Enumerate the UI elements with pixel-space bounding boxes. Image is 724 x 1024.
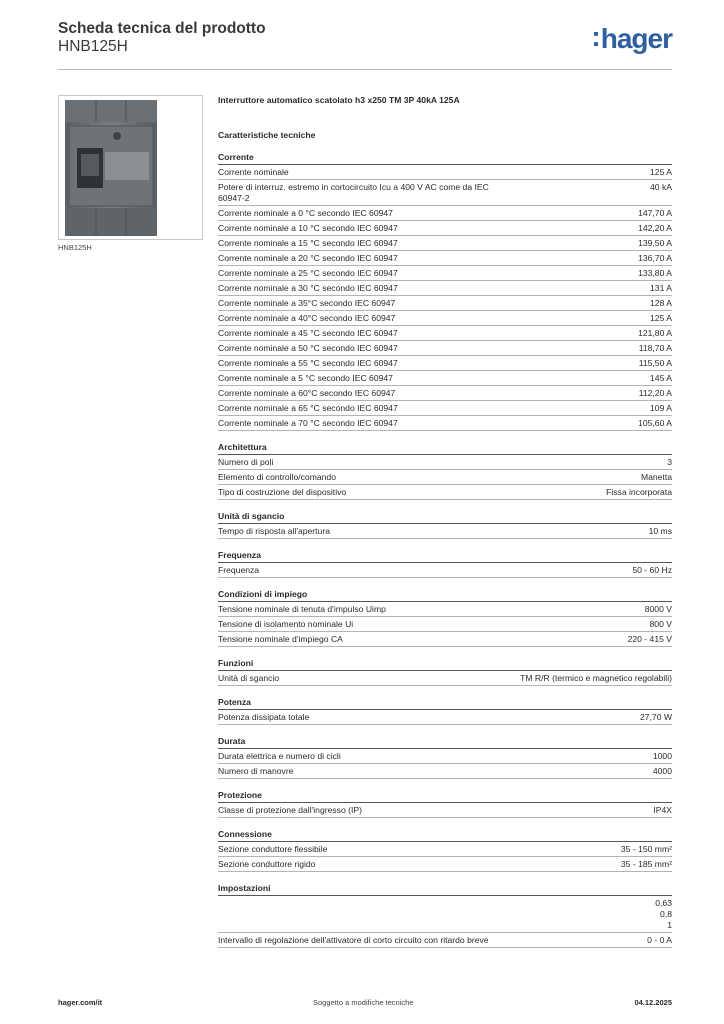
spec-value: 109 A xyxy=(650,403,672,413)
spec-row xyxy=(218,602,672,617)
spec-row xyxy=(218,933,672,948)
spec-row xyxy=(218,165,672,180)
header-divider xyxy=(58,69,672,70)
spec-row xyxy=(218,416,672,431)
spec-section xyxy=(218,549,672,578)
spec-row xyxy=(218,251,672,266)
page-title: Scheda tecnica del prodotto xyxy=(58,20,266,37)
spec-value: 220 - 415 V xyxy=(627,634,672,644)
spec-label: Corrente nominale a 45 °C secondo IEC 60947 xyxy=(218,328,398,338)
spec-value: 136,70 A xyxy=(638,253,672,263)
spec-section xyxy=(218,789,672,818)
section-title: Durata xyxy=(218,735,672,749)
section-title: Corrente xyxy=(218,151,672,165)
spec-value: 142,20 A xyxy=(638,223,672,233)
spec-value: 4000 xyxy=(652,766,672,776)
spec-row xyxy=(218,180,672,206)
section-title: Frequenza xyxy=(218,549,672,563)
spec-label: Sezione conduttore flessibile xyxy=(218,844,328,854)
spec-value: 35 - 185 mm² xyxy=(620,859,672,869)
product-description: Interruttore automatico scatolato h3 x250 TM 3P 40kA 125A xyxy=(218,95,460,105)
spec-label: Corrente nominale a 50 °C secondo IEC 60947 xyxy=(218,343,398,353)
spec-value: 121,80 A xyxy=(638,328,672,338)
spec-value: 40 kA xyxy=(650,182,672,192)
spec-value: TM R/R (termico e magnetico regolabili) xyxy=(520,673,672,683)
spec-row xyxy=(218,206,672,221)
product-image xyxy=(58,95,203,240)
section-title: Unità di sgancio xyxy=(218,510,672,524)
tech-heading: Caratteristiche tecniche xyxy=(218,130,316,140)
spec-label: Tensione nominale di tenuta d'impulso Uimp xyxy=(218,604,386,614)
spec-label: Intervallo di regolazione dell'attivatore di corto circuito con ritardo breve xyxy=(218,935,489,945)
page-header xyxy=(58,20,672,56)
spec-row xyxy=(218,341,672,356)
section-title: Architettura xyxy=(218,441,672,455)
section-title: Funzioni xyxy=(218,657,672,671)
spec-row xyxy=(218,470,672,485)
spec-label: Potere di interruz. estremo in cortocircuito Icu a 400 V AC come da IEC 60947-2 xyxy=(218,182,489,203)
spec-label: Elemento di controllo/comando xyxy=(218,472,336,482)
spec-row xyxy=(218,563,672,578)
spec-label: Unità di sgancio xyxy=(218,673,280,683)
spec-label: Numero di manovre xyxy=(218,766,294,776)
breaker-illustration xyxy=(59,96,202,239)
hager-logo xyxy=(591,21,672,54)
product-code: HNB125H xyxy=(58,38,128,55)
spec-value: 1000 xyxy=(652,751,672,761)
spec-value: 145 A xyxy=(650,373,672,383)
logo-colon: : xyxy=(591,21,600,52)
spec-row xyxy=(218,296,672,311)
footer-date: 04.12.2025 xyxy=(634,998,672,1007)
spec-label: Corrente nominale a 30 °C secondo IEC 60947 xyxy=(218,283,398,293)
spec-value: 8000 V xyxy=(644,604,672,614)
spec-label: Tensione di isolamento nominale Ui xyxy=(218,619,354,629)
image-caption: HNB125H xyxy=(58,243,92,252)
spec-label: Corrente nominale a 40°C secondo IEC 60947 xyxy=(218,313,396,323)
spec-label: Tipo di costruzione del dispositivo xyxy=(218,487,347,497)
spec-value: 125 A xyxy=(650,167,672,177)
spec-row xyxy=(218,896,672,933)
spec-row xyxy=(218,401,672,416)
section-title: Potenza xyxy=(218,696,672,710)
spec-row xyxy=(218,803,672,818)
spec-label: Sezione conduttore rigido xyxy=(218,859,316,869)
spec-label: Corrente nominale xyxy=(218,167,289,177)
spec-value: 118,70 A xyxy=(638,343,672,353)
spec-row xyxy=(218,455,672,470)
spec-value: 131 A xyxy=(650,283,672,293)
spec-value: 27,70 W xyxy=(639,712,672,722)
spec-value: 3 xyxy=(667,457,672,467)
spec-label: Corrente nominale a 70 °C secondo IEC 60947 xyxy=(218,418,398,428)
spec-row xyxy=(218,356,672,371)
spec-row xyxy=(218,617,672,632)
spec-label: Corrente nominale a 65 °C secondo IEC 60947 xyxy=(218,403,398,413)
spec-value: 800 V xyxy=(649,619,672,629)
spec-label: Numero di poli xyxy=(218,457,274,467)
spec-label: Corrente nominale a 5 °C secondo IEC 60947 xyxy=(218,373,393,383)
spec-row xyxy=(218,326,672,341)
spec-label: Potenza dissipata totale xyxy=(218,712,310,722)
spec-value: 112,20 A xyxy=(638,388,672,398)
spec-section xyxy=(218,151,672,431)
spec-row xyxy=(218,749,672,764)
spec-row xyxy=(218,485,672,500)
spec-row xyxy=(218,311,672,326)
spec-value: 0,63 0,8 1 xyxy=(655,898,672,930)
spec-row xyxy=(218,281,672,296)
spec-value: 105,60 A xyxy=(638,418,672,428)
spec-sections xyxy=(218,151,672,948)
spec-row xyxy=(218,764,672,779)
spec-value: 139,50 A xyxy=(638,238,672,248)
spec-label: Corrente nominale a 20 °C secondo IEC 60947 xyxy=(218,253,398,263)
spec-row xyxy=(218,266,672,281)
spec-value: IP4X xyxy=(653,805,672,815)
footer-notice: Soggetto a modifiche tecniche xyxy=(313,998,414,1007)
spec-row xyxy=(218,671,672,686)
section-title: Connessione xyxy=(218,828,672,842)
spec-row xyxy=(218,236,672,251)
spec-row xyxy=(218,710,672,725)
spec-row xyxy=(218,371,672,386)
spec-value: 115,50 A xyxy=(638,358,672,368)
spec-value: 128 A xyxy=(650,298,672,308)
spec-value: 35 - 150 mm² xyxy=(620,844,672,854)
spec-row xyxy=(218,857,672,872)
spec-section xyxy=(218,441,672,500)
spec-value: 133,80 A xyxy=(638,268,672,278)
spec-label: Corrente nominale a 15 °C secondo IEC 60947 xyxy=(218,238,398,248)
spec-section xyxy=(218,588,672,647)
spec-label: Tempo di risposta all'apertura xyxy=(218,526,330,536)
section-title: Protezione xyxy=(218,789,672,803)
spec-label: Corrente nominale a 10 °C secondo IEC 60947 xyxy=(218,223,398,233)
logo-text: hager xyxy=(600,23,672,54)
spec-section xyxy=(218,696,672,725)
section-title: Condizioni di impiego xyxy=(218,588,672,602)
spec-value: 147,70 A xyxy=(638,208,672,218)
spec-section xyxy=(218,510,672,539)
spec-value: Manetta xyxy=(640,472,672,482)
spec-row xyxy=(218,386,672,401)
spec-label: Corrente nominale a 25 °C secondo IEC 60947 xyxy=(218,268,398,278)
spec-value: 125 A xyxy=(650,313,672,323)
spec-content xyxy=(218,90,672,948)
spec-label: Corrente nominale a 55 °C secondo IEC 60947 xyxy=(218,358,398,368)
spec-row xyxy=(218,842,672,857)
spec-value: Fissa incorporata xyxy=(606,487,672,497)
spec-value: 0 - 0 A xyxy=(647,935,672,945)
footer-website-link[interactable]: hager.com/it xyxy=(58,998,103,1007)
section-title: Impostazioni xyxy=(218,882,672,896)
spec-label: Tensione nominale d'impiego CA xyxy=(218,634,343,644)
spec-label: Durata elettrica e numero di cicli xyxy=(218,751,341,761)
spec-value: 50 - 60 Hz xyxy=(632,565,672,575)
spec-section xyxy=(218,735,672,779)
spec-row xyxy=(218,524,672,539)
spec-section xyxy=(218,657,672,686)
spec-label: Frequenza xyxy=(218,565,260,575)
spec-label: Corrente nominale a 60°C secondo IEC 60947 xyxy=(218,388,396,398)
spec-value: 10 ms xyxy=(648,526,672,536)
spec-row xyxy=(218,221,672,236)
spec-label: Corrente nominale a 0 °C secondo IEC 60947 xyxy=(218,208,393,218)
spec-row xyxy=(218,632,672,647)
spec-section xyxy=(218,882,672,948)
spec-section xyxy=(218,828,672,872)
spec-label: Corrente nominale a 35°C secondo IEC 60947 xyxy=(218,298,396,308)
spec-label: Classe di protezione dall'ingresso (IP) xyxy=(218,805,362,815)
